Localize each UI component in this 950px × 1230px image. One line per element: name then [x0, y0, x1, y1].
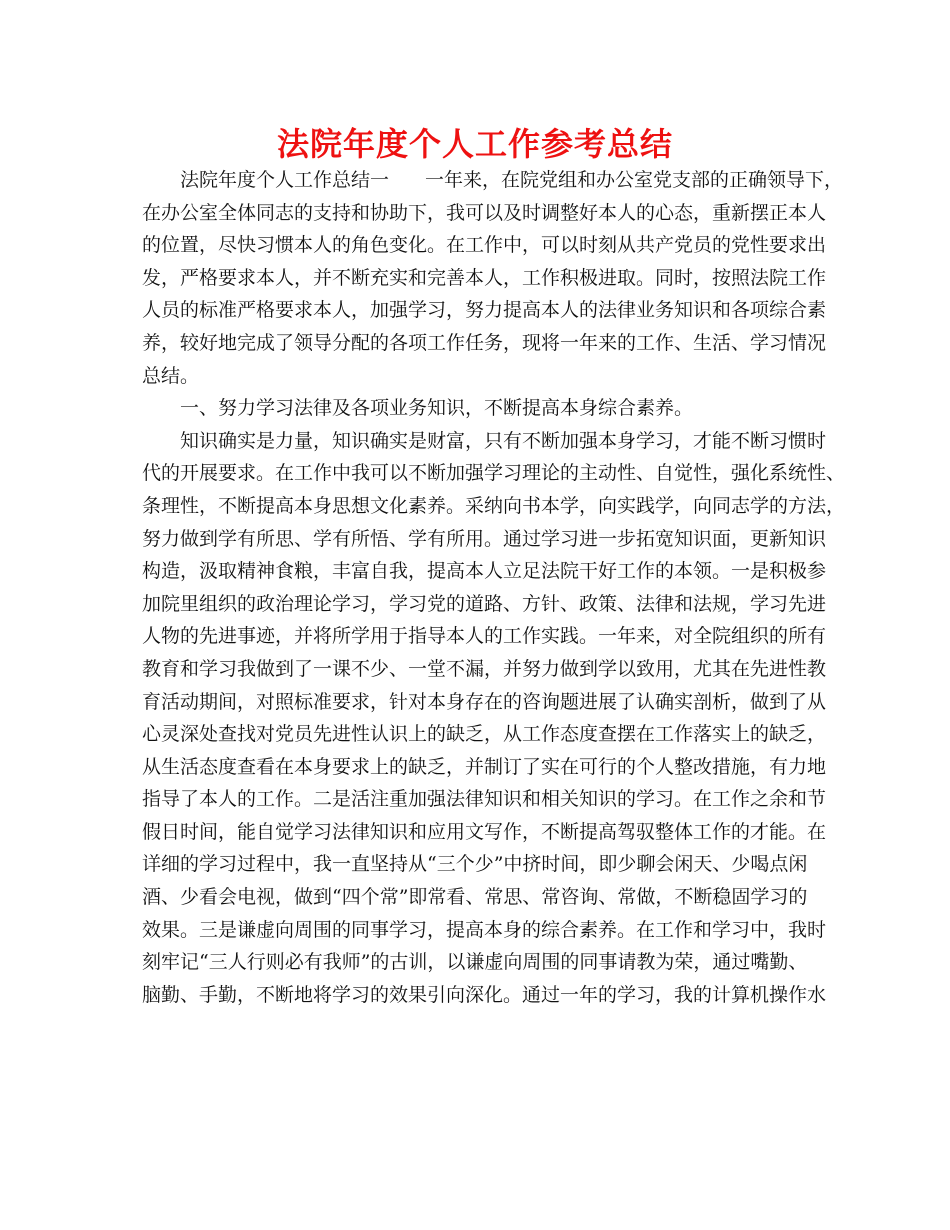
- document-title: 法院年度个人工作参考总结: [276, 125, 673, 163]
- paragraph-line: 加院里组织的政治理论学习，学习党的道路、方针、政策、法律和法规，学习先进: [142, 592, 827, 615]
- paragraph-line: 酒、少看会电视，做到“四个常”即常看、常思、常咨询、常做，不断稳固学习的: [142, 886, 808, 909]
- paragraph-line: 构造，汲取精神食粮，丰富自我，提高本人立足法院干好工作的本领。一是积极参: [142, 560, 827, 583]
- paragraph-line: 脑勤、手勤，不断地将学习的效果引向深化。通过一年的学习，我的计算机操作水: [142, 983, 827, 1006]
- paragraph-line: 刻牢记“三人行则必有我师”的古训，以谦虚向周围的同事请教为荣，通过嘴勤、: [142, 951, 808, 974]
- document-body: [142, 164, 846, 1011]
- paragraph-line: 在办公室全体同志的支持和协助下，我可以及时调整好本人的心态，重新摆正本人: [142, 201, 827, 224]
- paragraph-line: 人员的标准严格要求本人，加强学习，努力提高本人的法律业务知识和各项综合素: [142, 299, 827, 322]
- paragraph-line: 总结。: [142, 364, 200, 387]
- section-heading: 一、努力学习法律及各项业务知识，不断提高本身综合素养。: [180, 397, 694, 420]
- intro-text: 一年来，在院党组和办公室党支部的正确领导下，: [425, 169, 844, 191]
- paragraph-line: 教育和学习我做到了一课不少、一堂不漏，并努力做到学以致用，尤其在先进性教: [142, 657, 827, 680]
- paragraph-line: 条理性，不断提高本身思想文化素养。采纳向书本学，向实践学，向同志学的方法，: [142, 494, 846, 517]
- paragraph-line: 育活动期间，对照标准要求，针对本身存在的咨询题进展了认确实剖析，做到了从: [142, 690, 827, 713]
- paragraph-line: 从生活态度查看在本身要求上的缺乏，并制订了实在可行的个人整改措施，有力地: [142, 755, 827, 778]
- paragraph-line: 代的开展要求。在工作中我可以不断加强学习理论的主动性、自觉性，强化系统性、: [142, 462, 846, 485]
- paragraph-line: 指导了本人的工作。二是活注重加强法律知识和相关知识的学习。在工作之余和节: [142, 788, 827, 811]
- paragraph-line: 人物的先进事迹，并将所学用于指导本人的工作实践。一年来，对全院组织的所有: [142, 625, 827, 648]
- paragraph-line: 努力做到学有所思、学有所悟、学有所用。通过学习进一步拓宽知识面，更新知识: [142, 527, 827, 550]
- paragraph-line: 假日时间，能自觉学习法律知识和应用文写作，不断提高驾驭整体工作的才能。在: [142, 820, 827, 843]
- paragraph-line: [142, 164, 844, 197]
- intro-label: 法院年度个人工作总结一: [180, 169, 390, 191]
- paragraph-line: 效果。三是谦虚向周围的同事学习，提高本身的综合素养。在工作和学习中，我时: [142, 918, 827, 941]
- paragraph-line: 养，较好地完成了领导分配的各项工作任务，现将一年来的工作、生活、学习情况: [142, 331, 827, 354]
- paragraph-line: 详细的学习过程中，我一直坚持从“三个少”中挤时间，即少聊会闲天、少喝点闲: [142, 853, 808, 876]
- paragraph-line: 发，严格要求本人，并不断充实和完善本人，工作积极进取。同时，按照法院工作: [142, 266, 827, 289]
- paragraph-line: 的位置，尽快习惯本人的角色变化。在工作中，可以时刻从共产党员的党性要求出: [142, 234, 827, 257]
- paragraph-line: 知识确实是力量，知识确实是财富，只有不断加强本身学习，才能不断习惯时: [180, 429, 827, 452]
- paragraph-line: 心灵深处查找对党员先进性认识上的缺乏，从工作态度查摆在工作落实上的缺乏，: [142, 723, 827, 746]
